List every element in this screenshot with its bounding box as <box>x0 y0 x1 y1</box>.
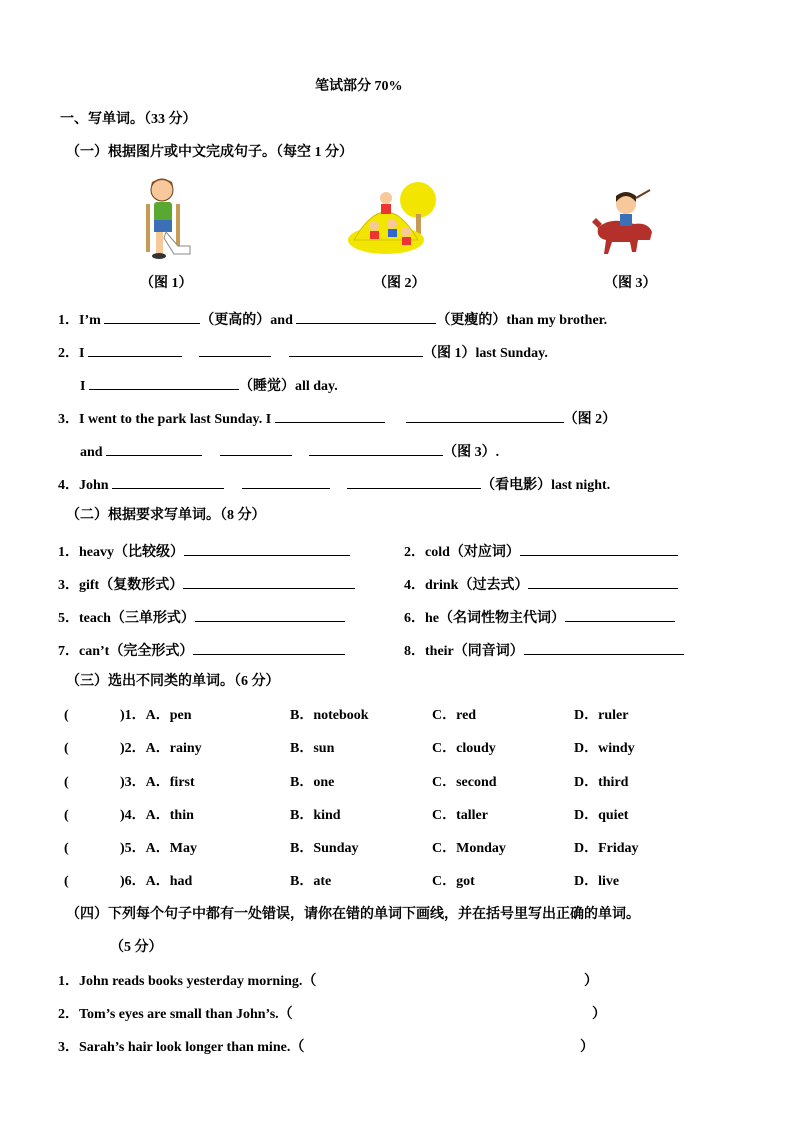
option-b: B．Sunday <box>290 841 359 856</box>
question-row <box>80 375 338 396</box>
option-d: D．Friday <box>574 841 639 856</box>
correction-answer-field[interactable] <box>356 970 580 990</box>
choice-question: )6．A．had <box>120 874 193 889</box>
word-item <box>404 541 678 562</box>
answer-blank[interactable] <box>520 541 678 556</box>
correction-close-paren: ） <box>592 1007 606 1022</box>
answer-blank[interactable] <box>183 574 355 589</box>
answer-blank[interactable] <box>184 541 350 556</box>
question-text: （看电影）last night. <box>481 478 611 493</box>
choice-question: )5．A．May <box>120 841 197 856</box>
question-text: I <box>79 346 85 361</box>
question-row <box>58 309 607 330</box>
choice-question: )2．A．rainy <box>120 741 202 756</box>
question-text: John <box>79 478 109 493</box>
answer-blank[interactable] <box>106 441 202 456</box>
correction-answer-field[interactable] <box>332 1003 588 1023</box>
question-text: I’m <box>79 313 101 328</box>
answer-blank[interactable] <box>193 640 345 655</box>
correction-item: 2．Tom’s eyes are small than John’s.（ <box>58 1007 293 1022</box>
figure-2-caption: （图 2） <box>373 276 426 291</box>
answer-blank[interactable] <box>296 309 436 324</box>
answer-blank[interactable] <box>275 408 385 423</box>
figure-1-caption: （图 1） <box>140 276 193 291</box>
part2-heading: （二）根据要求写单词。（8 分） <box>66 508 266 523</box>
option-d: D．windy <box>574 741 635 756</box>
choice-question: )3．A．first <box>120 775 195 790</box>
answer-blank[interactable] <box>524 640 684 655</box>
option-c: C．Monday <box>432 841 506 856</box>
answer-blank[interactable] <box>112 474 224 489</box>
question-text: （图 2） <box>563 412 617 427</box>
choice-paren[interactable]: ( <box>64 808 69 823</box>
correction-item: 3．Sarah’s hair look longer than mine.（ <box>58 1040 305 1055</box>
question-number: 3． <box>58 412 79 427</box>
question-number: 4． <box>58 478 79 493</box>
answer-blank[interactable] <box>89 375 239 390</box>
option-d: D．quiet <box>574 808 629 823</box>
choice-question: )4．A．thin <box>120 808 194 823</box>
option-b: B．kind <box>290 808 341 823</box>
question-text: （更瘦的）than my brother. <box>436 313 608 328</box>
word-item <box>58 640 345 661</box>
word-item-label: 3．gift（复数形式） <box>58 578 184 593</box>
answer-blank[interactable] <box>289 342 423 357</box>
answer-blank[interactable] <box>309 441 443 456</box>
option-c: C．cloudy <box>432 741 496 756</box>
question-row <box>80 441 499 462</box>
correction-item: 1．John reads books yesterday morning.（ <box>58 974 317 989</box>
choice-question: )1．A．pen <box>120 708 192 723</box>
option-c: C．red <box>432 708 477 723</box>
figure-2-image <box>346 178 444 256</box>
page-title: 笔试部分 70% <box>315 79 403 94</box>
choice-paren[interactable]: ( <box>64 874 69 889</box>
word-item <box>58 541 350 562</box>
part4-score: （5 分） <box>110 940 163 955</box>
option-d: D．third <box>574 775 629 790</box>
answer-blank[interactable] <box>220 441 292 456</box>
question-text: and <box>80 445 103 460</box>
part4-heading: （四）下列每个句子中都有一处错误，请你在错的单词下画线，并在括号里写出正确的单词。 <box>66 907 640 922</box>
word-item-label: 6．he（名词性物主代词） <box>404 611 565 626</box>
figure-3-caption: （图 3） <box>604 276 657 291</box>
option-d: D．ruler <box>574 708 629 723</box>
option-d: D．live <box>574 874 620 889</box>
answer-blank[interactable] <box>347 474 481 489</box>
word-item-label: 5．teach（三单形式） <box>58 611 195 626</box>
question-text: （睡觉）all day. <box>238 379 338 394</box>
question-text: （图 3）. <box>443 445 500 460</box>
question-row <box>58 408 616 429</box>
question-number: 1． <box>58 313 79 328</box>
section-heading: 一、写单词。（33 分） <box>60 112 197 127</box>
part3-heading: （三）选出不同类的单词。（6 分） <box>66 674 280 689</box>
answer-blank[interactable] <box>528 574 678 589</box>
choice-paren[interactable]: ( <box>64 741 69 756</box>
word-item <box>58 574 355 595</box>
word-item <box>58 607 345 628</box>
word-item <box>404 640 684 661</box>
part1-heading: （一）根据图片或中文完成句子。（每空 1 分） <box>66 145 353 160</box>
answer-blank[interactable] <box>195 607 345 622</box>
figure-1-image <box>132 176 202 262</box>
option-c: C．taller <box>432 808 488 823</box>
question-row <box>58 474 610 495</box>
option-b: B．sun <box>290 741 335 756</box>
word-item <box>404 574 678 595</box>
answer-blank[interactable] <box>104 309 200 324</box>
answer-blank[interactable] <box>88 342 182 357</box>
correction-close-paren: ） <box>584 974 598 989</box>
option-b: B．ate <box>290 874 332 889</box>
option-c: C．got <box>432 874 475 889</box>
option-b: B．one <box>290 775 335 790</box>
word-item-label: 7．can’t（完全形式） <box>58 644 194 659</box>
word-item-label: 2．cold（对应词） <box>404 545 520 560</box>
word-item-label: 8．their（同音词） <box>404 644 524 659</box>
word-item-label: 4．drink（过去式） <box>404 578 529 593</box>
answer-blank[interactable] <box>242 474 330 489</box>
word-item-label: 1．heavy（比较级） <box>58 545 184 560</box>
question-text: （更高的）and <box>200 313 293 328</box>
answer-blank[interactable] <box>406 408 564 423</box>
answer-blank[interactable] <box>565 607 675 622</box>
question-text: I <box>80 379 86 394</box>
question-number: 2． <box>58 346 79 361</box>
question-row <box>58 342 548 363</box>
choice-paren[interactable]: ( <box>64 775 69 790</box>
correction-answer-field[interactable] <box>340 1036 576 1056</box>
choice-paren[interactable]: ( <box>64 708 69 723</box>
figure-3-image <box>590 188 666 258</box>
answer-blank[interactable] <box>199 342 271 357</box>
correction-close-paren: ） <box>580 1040 594 1055</box>
question-text: （图 1）last Sunday. <box>422 346 548 361</box>
choice-paren[interactable]: ( <box>64 841 69 856</box>
question-text: I went to the park last Sunday. I <box>79 412 272 427</box>
word-item <box>404 607 675 628</box>
option-c: C．second <box>432 775 497 790</box>
option-b: B．notebook <box>290 708 369 723</box>
